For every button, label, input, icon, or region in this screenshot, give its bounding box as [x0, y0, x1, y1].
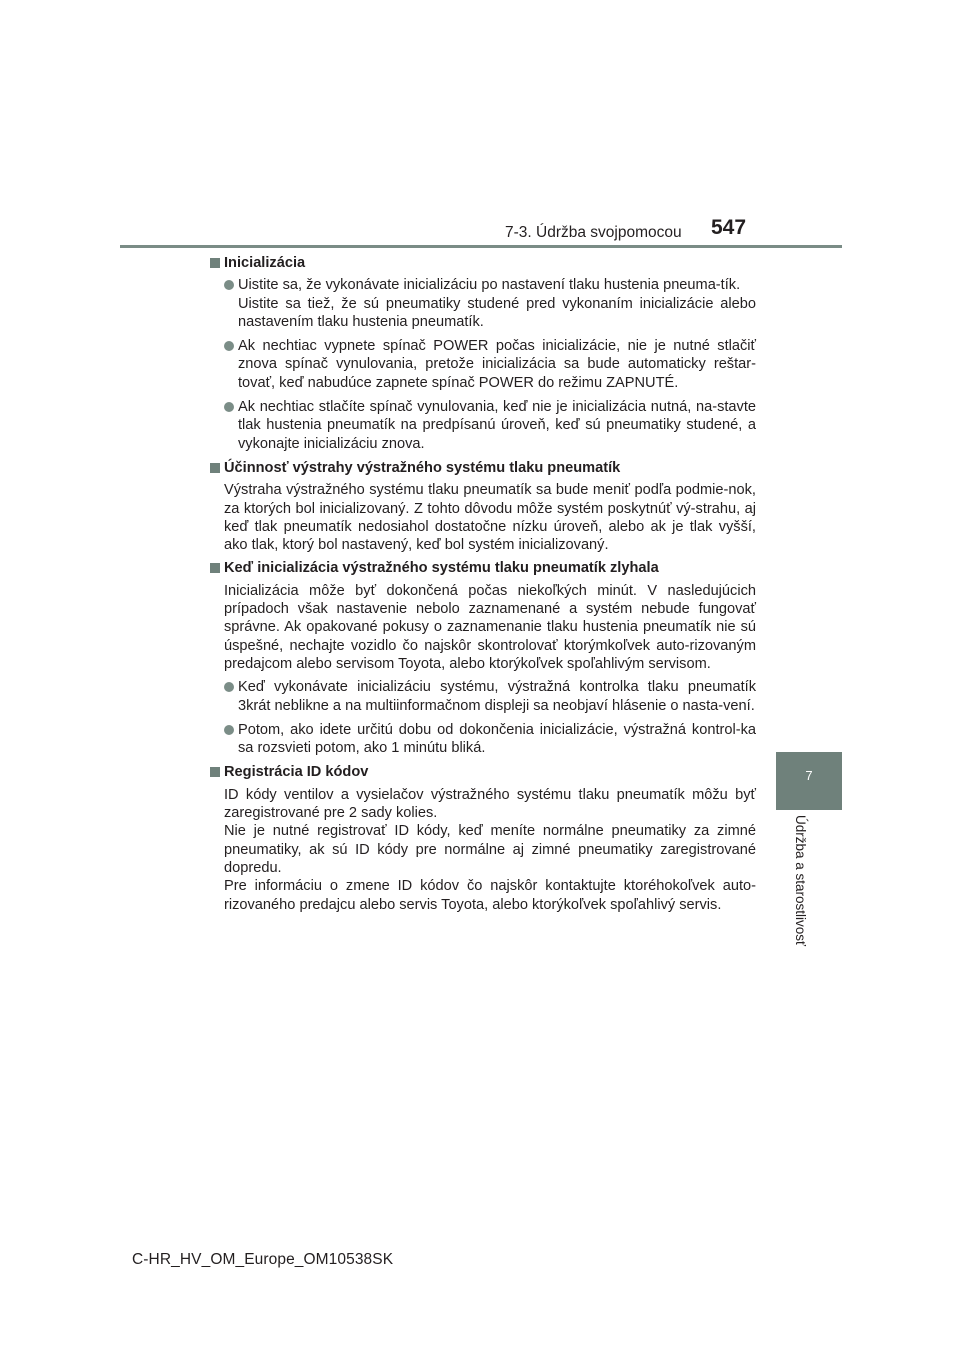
- chapter-tab: [776, 752, 842, 810]
- page-content: [210, 254, 756, 919]
- square-bullet-icon: [210, 463, 220, 473]
- square-bullet-icon: [210, 563, 220, 573]
- section-paragraph: Výstraha výstražného systému tlaku pneumatík sa bude meniť podľa podmie-nok, za ktorých bol inicializovaný. Z tohto dôvodu môže systém poskytnúť vý-strahu, aj keď tlak pneumatík nedosiahol dostatočne nízku úroveň, alebo ak je tlak vyšší, ako tlak, ktorý bol nastavený, keď bol systém inicializovaný.: [224, 482, 756, 554]
- section-heading: 7-3. Údržba svojpomocou: [505, 224, 682, 241]
- paragraph-line: ID kódy ventilov a vysielačov výstražného systému tlaku pneumatík môžu byť zaregistrované pre 2 sady kolies.: [224, 786, 756, 822]
- circle-bullet-icon: [224, 725, 234, 735]
- section-title: [210, 459, 756, 477]
- page-header: [0, 0, 960, 280]
- chapter-label: Údržba a starostlivosť: [793, 815, 808, 947]
- section-title-text: Účinnosť výstrahy výstražného systému tlaku pneumatík: [224, 459, 621, 476]
- bullet-text: Ak nechtiac vypnete spínač POWER počas inicializácie, nie je nutné stlačiť znova spínač vynulovania, pretože inicializácia sa bude automaticky reštar-tovať, keď nabudúce zapnete spínač POWER do režimu ZAPNUTÉ.: [238, 338, 756, 391]
- chapter-side-label: [770, 815, 826, 965]
- section-title-text: Registrácia ID kódov: [224, 764, 369, 781]
- bullet-text: Keď vykonávate inicializáciu systému, výstražná kontrolka tlaku pneumatík 3krát neblikne a na multiinformačnom displeji sa neobjaví hlásenie o nasta-vení.: [238, 679, 756, 714]
- circle-bullet-icon: [224, 280, 234, 290]
- document-code: C-HR_HV_OM_Europe_OM10538SK: [132, 1251, 394, 1268]
- section-title: [210, 559, 756, 577]
- paragraph-line: Nie je nutné registrovať ID kódy, keď meníte normálne pneumatiky za zimné pneumatiky, ak sú ID kódy pre normálne aj zimné pneumatiky zaregistrované dopredu.: [224, 823, 756, 876]
- bullet-item: [210, 337, 756, 392]
- bullet-text: Potom, ako idete určitú dobu od dokončenia inicializácie, výstražná kontrol-ka sa rozsvieti potom, ako 1 minútu bliká.: [238, 721, 756, 757]
- circle-bullet-icon: [224, 341, 234, 351]
- bullet-item: [210, 398, 756, 453]
- page-number: 547: [711, 216, 747, 239]
- section-title: [210, 763, 756, 781]
- paragraph-line: Pre informáciu o zmene ID kódov čo najskôr kontaktujte ktoréhokoľvek auto-rizovaného predajcu alebo servis Toyota, alebo ktorýkoľvek spoľahlivý servis.: [224, 878, 756, 913]
- section-inicializacia-zlyhala: [210, 559, 756, 757]
- square-bullet-icon: [210, 767, 220, 777]
- section-inicializacia: [210, 254, 756, 453]
- section-title-text: Inicializácia: [224, 255, 306, 271]
- bullet-text: Uistite sa tiež, že sú pneumatiky studené pred vykonaním inicializácie alebo nastavením tlaku hustenia pneumatík.: [238, 295, 756, 330]
- bullet-item: [210, 678, 756, 715]
- section-title: [210, 254, 756, 272]
- chapter-number: 7: [805, 768, 813, 783]
- header-divider: [120, 245, 842, 248]
- section-title-text: Keď inicializácia výstražného systému tlaku pneumatík zlyhala: [224, 560, 659, 577]
- bullet-text: Uistite sa, že vykonávate inicializáciu po nastavení tlaku hustenia pneuma-tík.: [238, 277, 741, 294]
- section-paragraph: [210, 786, 756, 914]
- circle-bullet-icon: [224, 682, 234, 692]
- section-registracia-id: [210, 763, 756, 913]
- circle-bullet-icon: [224, 402, 234, 412]
- section-ucinnost-vystrahy: [210, 459, 756, 554]
- bullet-item: [210, 721, 756, 758]
- bullet-item: [210, 276, 756, 331]
- bullet-text: Ak nechtiac stlačíte spínač vynulovania, keď nie je inicializácia nutná, na-stavte tlak hustenia pneumatík na predpísanú úroveň, keď sú pneumatiky studené, a vykonajte inicializáciu znova.: [238, 399, 756, 452]
- section-paragraph: Inicializácia môže byť dokončená počas niekoľkých minút. V nasledujúcich prípadoch však nastavenie nebolo zaznamenané a systém nebude fungovať správne. Ak opakované pokusy o zaznamenanie tlaku hustenia pneumatík nie sú úspešné, nechajte vozidlo čo najskôr skontrolovať ktorýmkoľvek auto-rizovaným predajcom alebo servisom Toyota, alebo ktorýkoľvek spoľahlivým servisom.: [224, 582, 756, 672]
- square-bullet-icon: [210, 258, 220, 268]
